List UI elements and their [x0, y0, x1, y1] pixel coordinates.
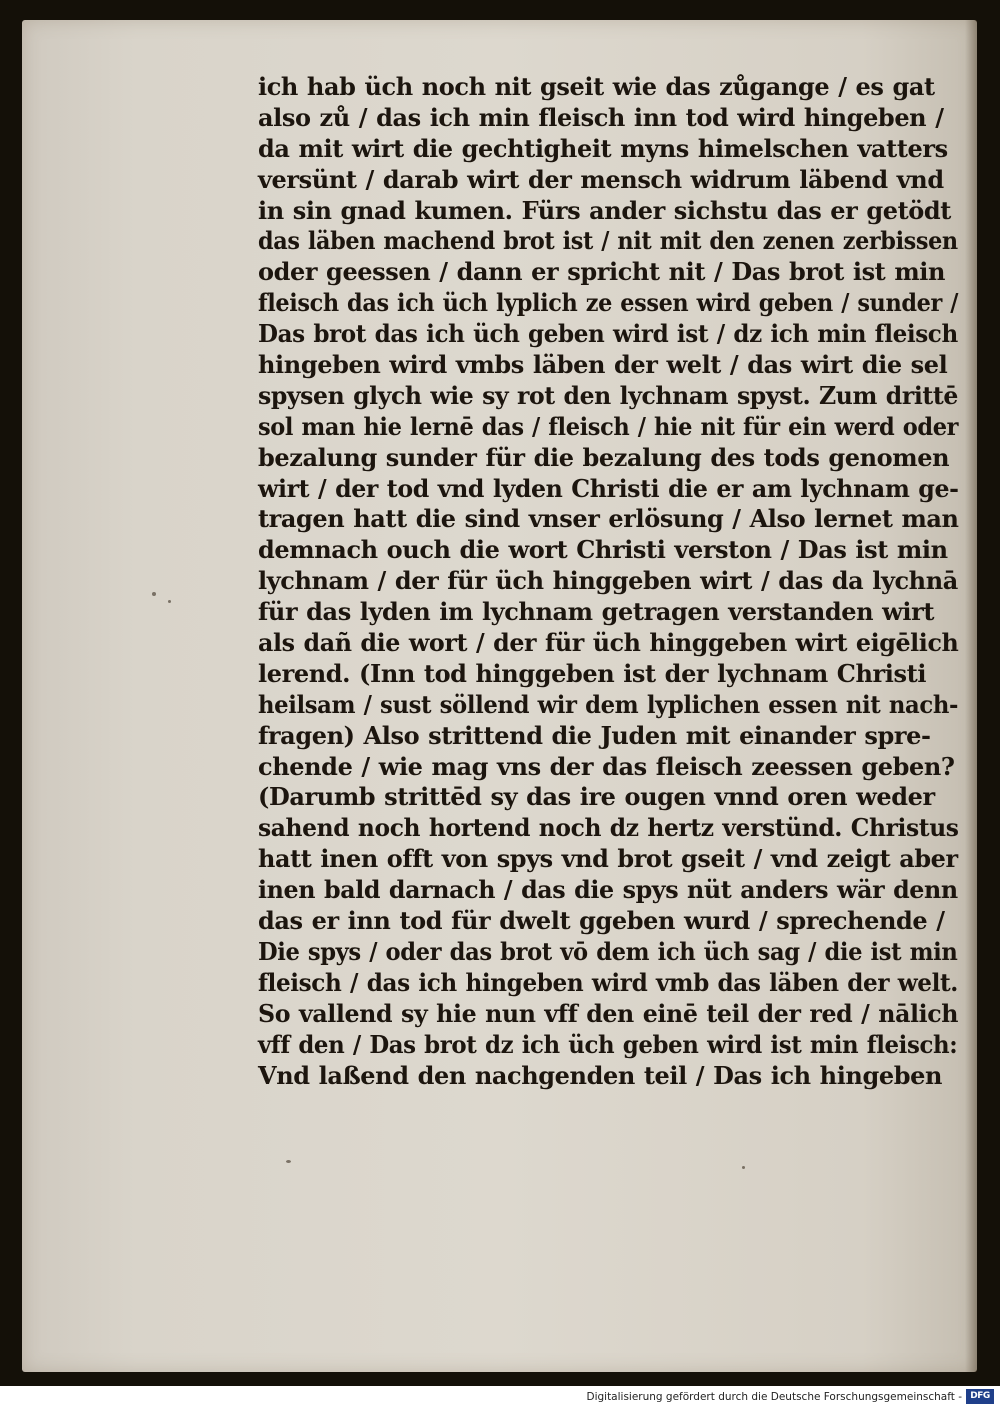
- text-line: (Darumb strittēd sy das ire ougen vnnd oren weder: [258, 782, 935, 812]
- text-line: hingeben wird vmbs läben der welt / das wirt die sel: [258, 350, 948, 380]
- text-line: demnach ouch die wort Christi verston / Das ist min: [258, 535, 948, 565]
- text-line: bezalung sunder für die bezalung des tods genomen: [258, 442, 950, 472]
- text-line: So vallend sy hie nun vff den einē teil der red / nālich: [258, 998, 959, 1028]
- text-line: in sin gnad kumen. Fürs ander sichstu das er getödt: [258, 195, 951, 225]
- text-line: fleisch das ich üch lyplich ze essen wird geben / sunder /: [258, 288, 959, 318]
- ink-speck: [742, 1166, 745, 1169]
- text-line: spysen glych wie sy rot den lychnam spyst. Zum drittē: [258, 380, 958, 410]
- text-block: [258, 72, 958, 1091]
- text-line: oder geessen / dann er spricht nit / Das brot ist min: [258, 257, 946, 287]
- text-line: da mit wirt die gechtigheit myns himelschen vatters: [258, 133, 948, 163]
- text-line: hatt inen offt von spys vnd brot gseit / vnd zeigt aber: [258, 844, 958, 874]
- page-edge-shadow: [965, 20, 977, 1372]
- text-line: ich hab üch noch nit gseit wie das zůgange / es gat: [258, 72, 935, 101]
- footer-credit: Digitalisierung gefördert durch die Deutsche Forschungsgemeinschaft -: [586, 1391, 962, 1403]
- text-line: das er inn tod für dwelt ggeben wurd / sprechende /: [258, 906, 945, 936]
- text-line: versünt / darab wirt der mensch widrum läbend vnd: [258, 164, 944, 194]
- text-line: Die spys / oder das brot vō dem ich üch sag / die ist min: [258, 936, 958, 966]
- text-line: das läben machend brot ist / nit mit den zenen zerbissen: [258, 226, 958, 256]
- text-line: für das lyden im lychnam getragen verstanden wirt: [258, 597, 935, 627]
- text-line: fleisch / das ich hingeben wird vmb das läben der welt.: [258, 967, 958, 997]
- text-line: als dañ die wort / der für üch hinggeben wirt eigēlich: [258, 628, 959, 658]
- text-line: inen bald darnach / das die spys nüt anders wär denn: [258, 875, 958, 905]
- text-line: wirt / der tod vnd lyden Christi die er am lychnam ge-: [258, 473, 959, 503]
- text-line: Vnd laßend den nachgenden teil / Das ich hingeben: [258, 1060, 943, 1090]
- text-line: fragen) Also strittend die Juden mit einander spre-: [258, 720, 931, 750]
- text-line: heilsam / sust söllend wir dem lyplichen essen nit nach-: [258, 689, 959, 719]
- text-line: lychnam / der für üch hinggeben wirt / das da lychnā: [258, 566, 958, 596]
- ink-speck: [168, 600, 171, 603]
- ink-speck: [286, 1160, 291, 1163]
- text-line: Das brot das ich üch geben wird ist / dz ich min fleisch: [258, 319, 958, 349]
- footer-bar: [0, 1386, 1000, 1408]
- text-line: lerend. (Inn tod hinggeben ist der lychnam Christi: [258, 658, 927, 688]
- ink-speck: [152, 592, 156, 596]
- dfg-logo: DFG: [966, 1389, 994, 1404]
- text-line: vff den / Das brot dz ich üch geben wird ist min fleisch:: [258, 1029, 958, 1059]
- text-line: chende / wie mag vns der das fleisch zeessen geben?: [258, 751, 955, 781]
- text-line: tragen hatt die sind vnser erlösung / Also lernet man: [258, 504, 959, 534]
- text-line: sahend noch hortend noch dz hertz verstünd. Christus: [258, 813, 959, 843]
- text-line: also zů / das ich min fleisch inn tod wird hingeben /: [258, 102, 944, 132]
- text-line: sol man hie lernē das / fleisch / hie nit für ein werd oder: [258, 411, 959, 441]
